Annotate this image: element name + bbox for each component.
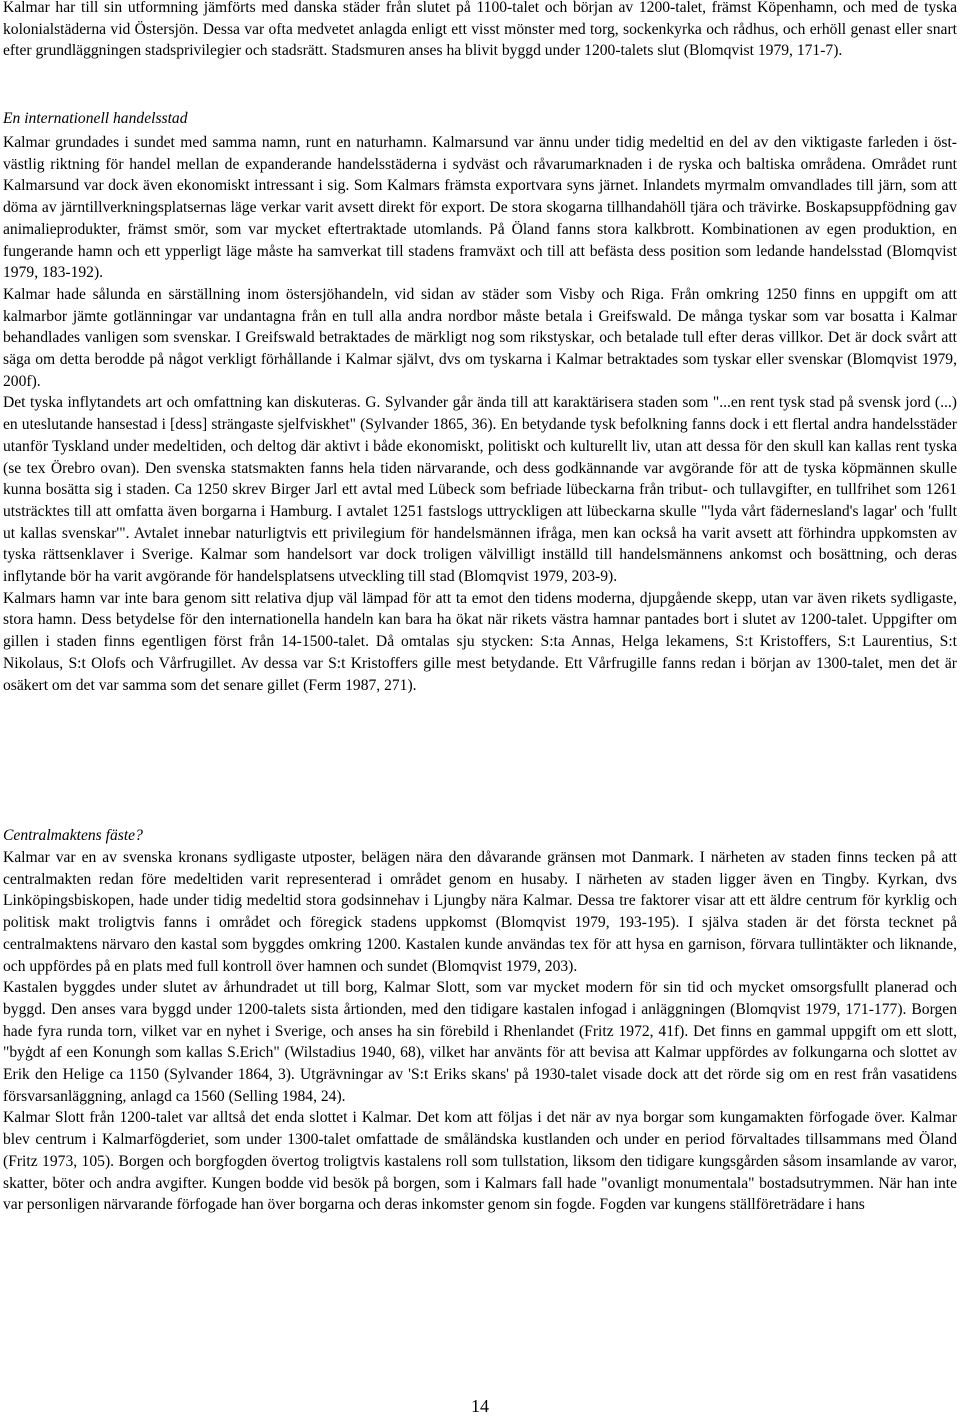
paragraph: Kalmar Slott från 1200-talet var alltså det enda slottet i Kalmar. Det kom att följas i det när av nya borgar som kungamakten förfogade över. Kalmar blev centrum i Kalmarfögderiet, som under 1300-talet omfattade de småländska kustlanden och under en period förvaltades tillsammans med Öland (Fritz 1973, 105). Borgen och borgfogden övertog troligtvis kastalens roll som tullstation, liksom den tidigare kungsgården såsom insamlande av varor, skatter, böter och andra avgifter. Kungen bodde vid besök på borgen, som i Kalmars fall hade "ovanligt monumentala" bostadsutrymmen. När han inte var personligen närvarande förfogade han över borgarna och deras inkomster genom sin fogde. Fogden var kungens ställföreträdare i hans [3, 1109, 957, 1214]
section-heading-centralmakten: Centralmaktens fäste? [3, 827, 143, 844]
section-heading-handelsstad: En internationell handelsstad [3, 110, 188, 127]
paragraph: Kalmar hade sålunda en särställning inom östersjöhandeln, vid sidan av städer som Visby och Riga. Från omkring 1250 finns en uppgift om att kalmarbor jämte gotlänningar var undantagna från en tull alla andra nordbor måste betala i Greifswald. De många tyskar som var bosatta i Kalmar behandlades vanligen som svenskar. I Greifswald betraktades de märkligt nog som rikstyskar, och betalade tull efter deras villkor. Det är dock svårt att säga om detta berodde på något verkligt förhållande i Kalmar självt, dvs om tyskarna i Kalmar betraktades som tyskar eller svenskar (Blomqvist 1979, 200f). [3, 285, 957, 390]
paragraph: Kalmars hamn var inte bara genom sitt relativa djup väl lämpad för att ta emot den tidens moderna, djupgående skepp, utan var även rikets sydligaste, stora hamn. Dess betydelse för den internationella handeln kan bara ha ökat när rikets västra hamnar pantades bort i slutet av 1200-talet. Uppgifter om gillen i staden finns egentligen först från 14-1500-talet. Då omtalas sju stycken: S:ta Annas, Helga lekamens, S:t Kristoffers, S:t Laurentius, S:t Nikolaus, S:t Olofs och Vårfrugillet. Av dessa var S:t Kristoffers gille mest betydande. Ett Vårfrugille fanns redan i början av 1300-talet, men det är osäkert om det var samma som det senare gillet (Ferm 1987, 271). [3, 589, 957, 694]
handelsstad-section [3, 132, 957, 696]
page-number: 14 [471, 1396, 489, 1416]
paragraph: Det tyska inflytandets art och omfattning kan diskuteras. G. Sylvander går ända till att karaktärisera staden som "...en rent tysk stad på svensk jord (...) en uteslutande hansestad i [dess] strängaste sjelfviskhet" (Sylvander 1865, 36). En betydande tysk befolkning fanns dock i ett flertal andra handelsstäder utanför Tyskland under medeltiden, och deltog där aktivt i både ekonomiskt, politiskt och kulturellt liv, utan att dessa för den skull kan kallas rent tyska (se tex Örebro ovan). Den svenska statsmakten fanns hela tiden närvarande, och dess godkännande var avgörande för att de tyska köpmännen skulle kunna bosätta sig i staden. Ca 1250 skrev Birger Jarl ett avtal med Lübeck som befriade lübeckarna från tribut- och tullavgifter, en tullfrihet som 1261 utsträcktes till att omfatta även borgarna i Hamburg. I avtalet 1251 fastslogs uttryckligen att lübeckarna skulle "'lyda vårt fädernesland's lagar' och 'fullt ut kallas svenskar'". Avtalet innebar naturligtvis ett privilegium för handelsmännen ifråga, men kan också ha varit avsett att förhindra uppkomsten av tyska rättsenklaver i Sverige. Kalmar som handelsort var dock troligen välvilligt inställd till handelsmännens ankomst och bosättning, och deras inflytande bör ha varit avgörande för handelsplatsens utveckling till stad (Blomqvist 1979, 203-9). [3, 394, 957, 586]
paragraph: Kalmar har till sin utformning jämförts med danska städer från slutet på 1100-talet och början av 1200-talet, främst Köpenhamn, och med de tyska kolonialstäderna vid Östersjön. Dessa var ofta medvetet anlagda enligt ett visst mönster med torg, sockenkyrka och rådhus, och erhöll genast eller snart efter grundläggningen stadsprivilegier och stadsrätt. Stadsmuren anses ha blivit byggd under 1200-talets slut (Blomqvist 1979, 171-7). [3, 0, 957, 60]
paragraph: Kastalen byggdes under slutet av århundradet ut till borg, Kalmar Slott, som var mycket modern för sin tid och mycket omsorgsfullt planerad och byggd. Den anses vara byggd under 1200-talets sista årtionden, med den tidigare kastalen infogad i anläggningen (Blomqvist 1979, 171-177). Borgen hade fyra runda torn, vilket var en nyhet i Sverige, och anses ha sin förebild i Rhenlandet (Fritz 1972, 41f). Det finns en gammal uppgift om ett slott, "byġdt af een Konungh som kallas S.Erich" (Wilstadius 1940, 68), vilket har använts för att bevisa att Kalmar uppfördes av folkungarna och slottet av Erik den Helige ca 1150 (Sylvander 1864, 3). Utgrävningar av 'S:t Eriks skans' på 1930-talet visade dock att det rörde sig om en rest från vasatidens försvarsanläggning, anlagd ca 1560 (Selling 1984, 24). [3, 979, 957, 1105]
paragraph: Kalmar grundades i sundet med samma namn, runt en naturhamn. Kalmarsund var ännu under tidig medeltid en del av den viktigaste farleden i öst-västlig riktning för handel mellan de expanderande handelsstäderna i sydväst och råvarumarknaden i de ryska och baltiska områdena. Området runt Kalmarsund var dock även ekonomiskt intressant i sig. Som Kalmars främsta exportvara syns järnet. Inlandets myrmalm omvandlades till järn, som att döma av järntillverkningsplatsernas läge verkar varit avsett direkt för export. De stora skogarna tillhandahöll tjära och trävirke. Boskapsuppfödning gav animalieprodukter, främst smör, som var mycket eftertraktade utomlands. På Öland fanns stora kalkbrott. Kombinationen av egen produktion, en fungerande hamn och ett ypperligt läge måste ha samverkat till stadens framväxt och till att befästa dess position som ledande handelsstad (Blomqvist 1979, 183-192). [3, 134, 957, 282]
paragraph: Kalmar var en av svenska kronans sydligaste utposter, belägen nära den dåvarande gränsen mot Danmark. I närheten av staden finns tecken på att centralmakten redan före medeltiden varit representerad i området genom en husaby. I närheten av staden ligger även en Tingby. Kyrkan, dvs Linköpingsbiskopen, hade under tidig medeltid stora godsinnehav i Ljungby nära Kalmar. Dessa tre faktorer visar att ett äldre centrum för kyrklig och politisk makt troligtvis fanns i området och föregick stadens uppkomst (Blomqvist 1979, 193-195). I själva staden är det första tecknet på centralmaktens närvaro den kastal som byggdes omkring 1200. Kastalen kunde användas tex för att hysa en garnison, förvara tullintäkter och liknande, och uppfördes på en plats med full kontroll över hamnen och sundet (Blomqvist 1979, 203). [3, 849, 957, 975]
centralmakten-section [3, 847, 957, 1216]
intro-section [3, 0, 957, 62]
